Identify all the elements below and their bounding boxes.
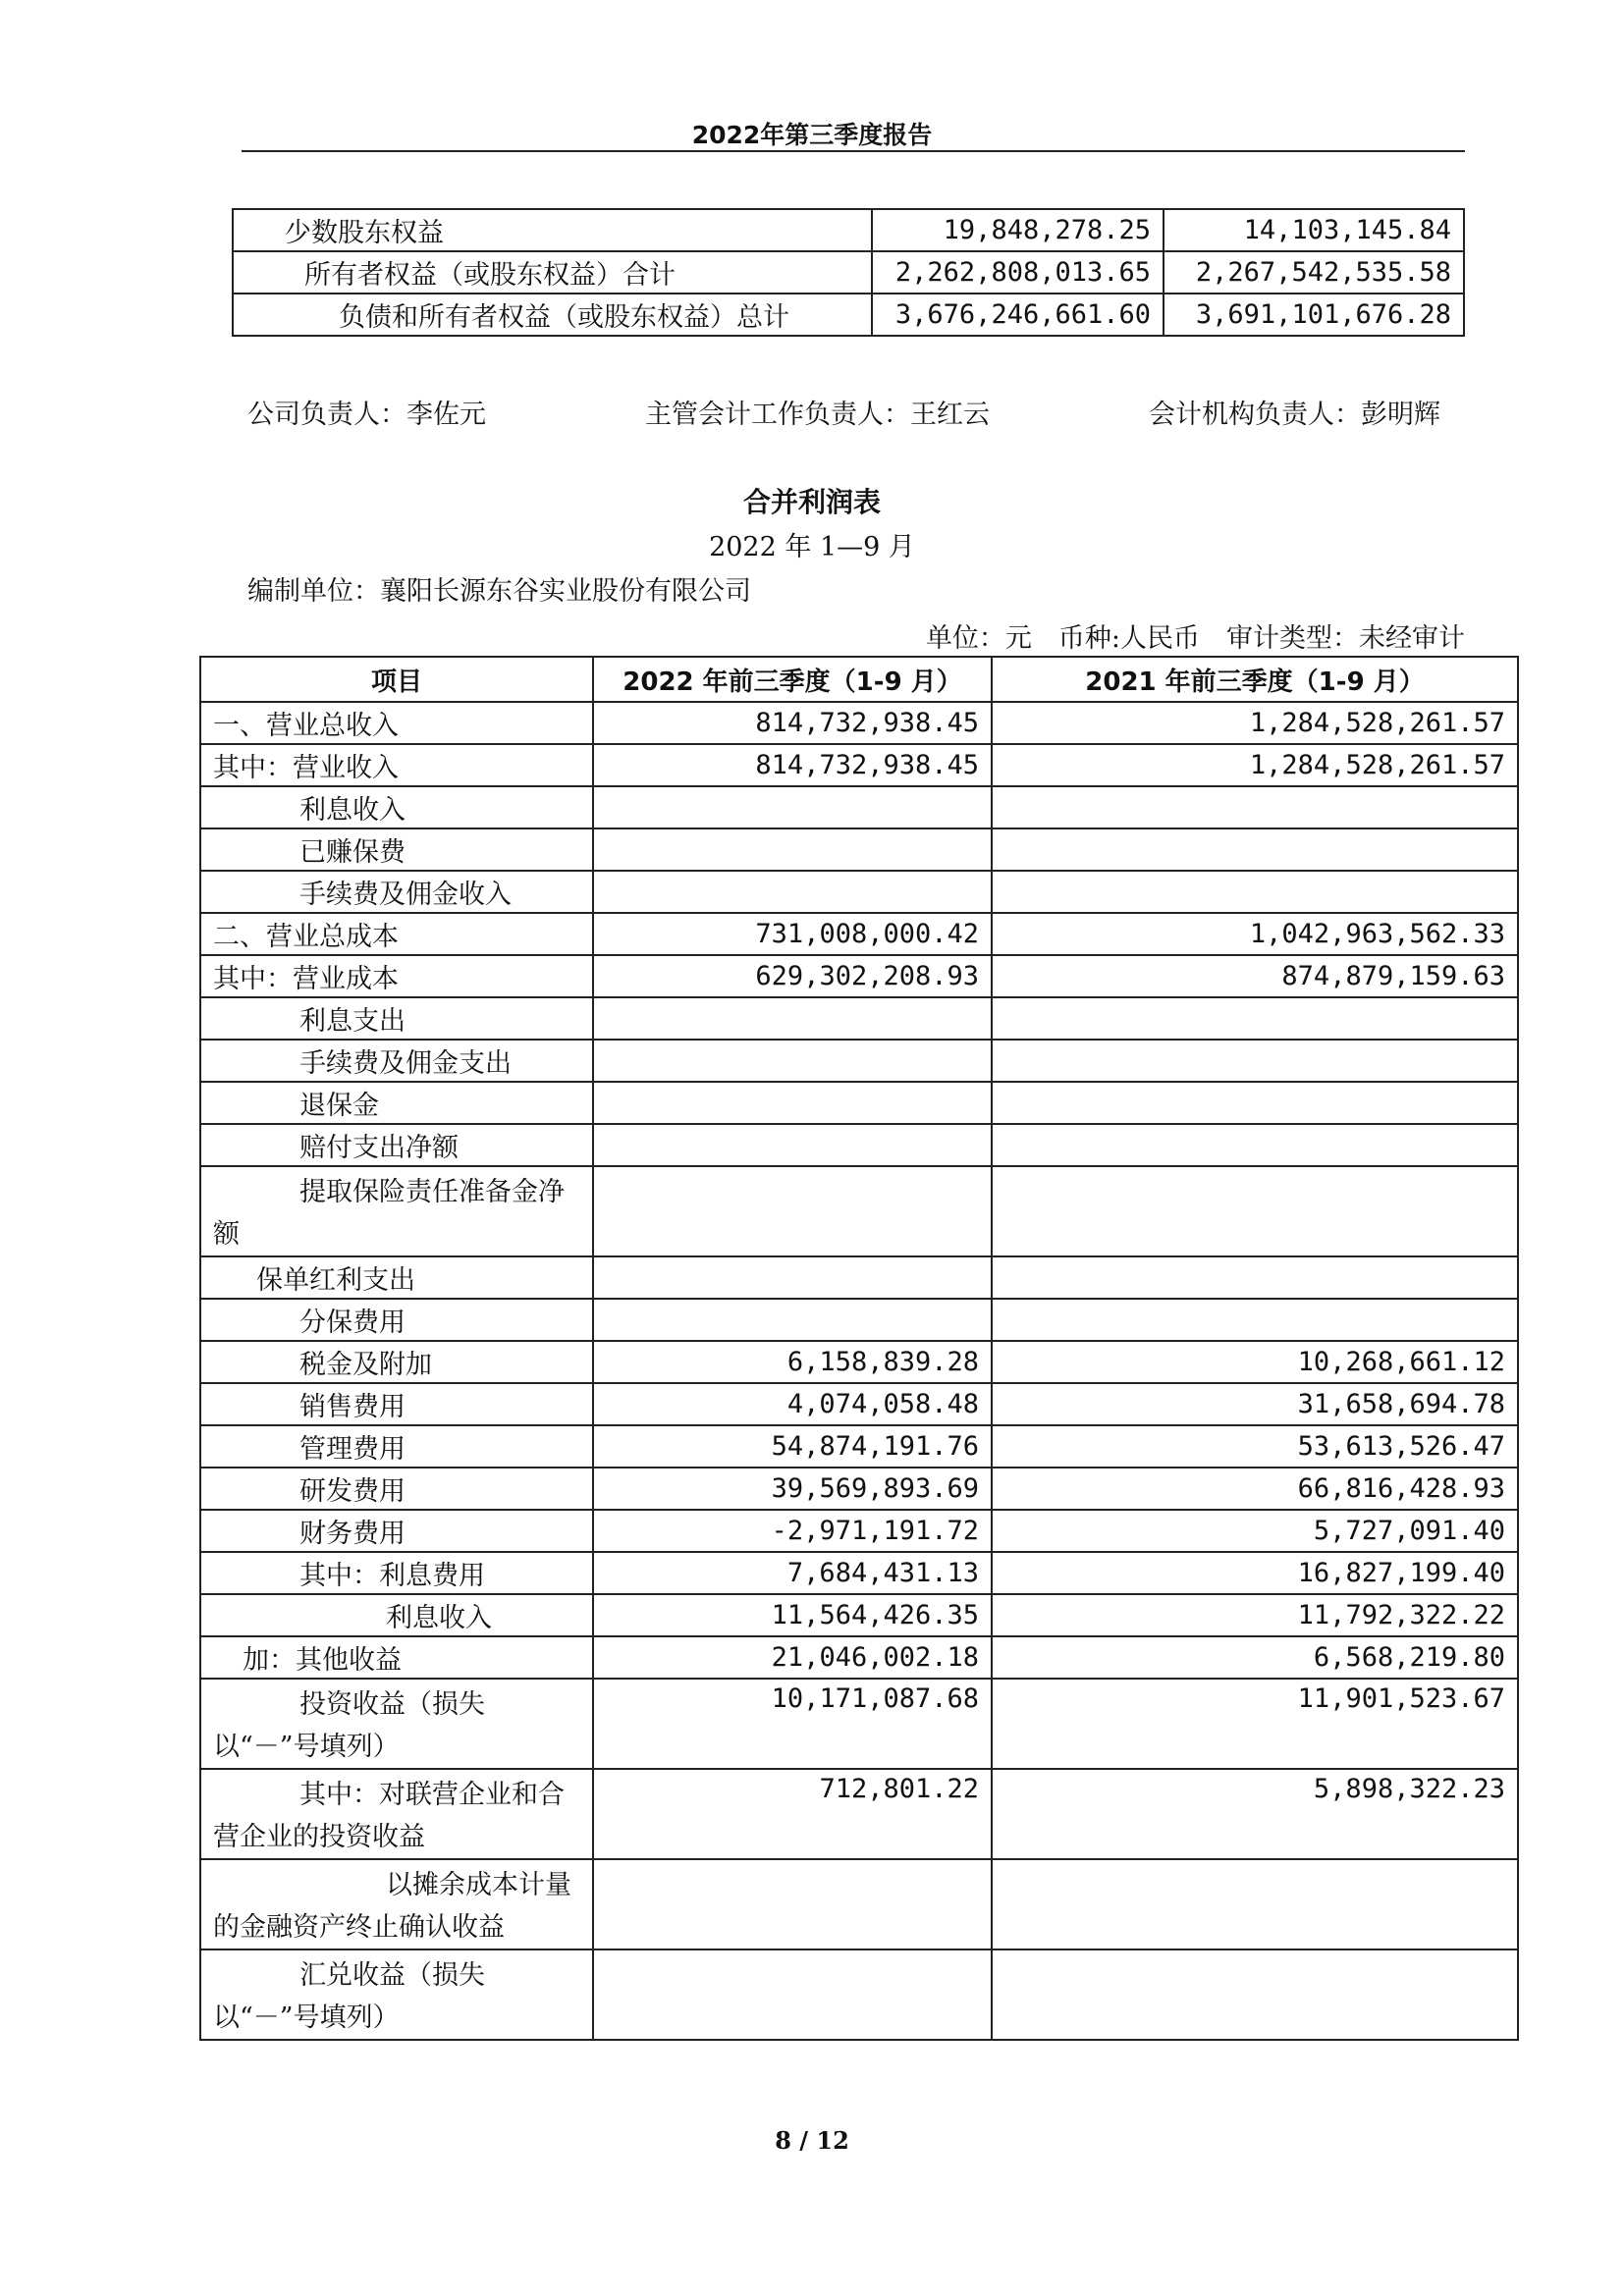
value-2022 [593, 1859, 992, 1949]
row-label: 少数股东权益 [233, 209, 872, 251]
value-2021 [992, 828, 1518, 871]
report-header-title: 2022年第三季度报告 [691, 121, 933, 149]
table-row [200, 702, 1518, 744]
table-row [200, 1679, 1518, 1769]
value-2022: 712,801.22 [593, 1769, 992, 1859]
row-label: 其中：对联营企业和合营企业的投资收益 [200, 1769, 593, 1859]
value-2021: 1,284,528,261.57 [992, 702, 1518, 744]
table-row [200, 1769, 1518, 1859]
value-2022: 814,732,938.45 [593, 744, 992, 786]
value-2021 [992, 1166, 1518, 1256]
row-label: 手续费及佣金支出 [200, 1040, 593, 1082]
value-2022: 7,684,431.13 [593, 1552, 992, 1594]
table-row [200, 1425, 1518, 1468]
row-label: 赔付支出净额 [200, 1124, 593, 1166]
table-row [233, 294, 1464, 336]
table-row [200, 786, 1518, 828]
row-label: 财务费用 [200, 1510, 593, 1552]
accounting-org-head: 会计机构负责人：彭明辉 [1149, 400, 1440, 430]
compiler-unit: 编制单位：襄阳长源东谷实业股份有限公司 [247, 576, 751, 607]
value-2022: 54,874,191.76 [593, 1425, 992, 1468]
row-label: 其中：利息费用 [200, 1552, 593, 1594]
table-row [200, 913, 1518, 955]
row-label: 利息收入 [200, 1594, 593, 1636]
value-2021: 53,613,526.47 [992, 1425, 1518, 1468]
value-2021 [992, 1949, 1518, 2040]
value-2022: 21,046,002.18 [593, 1636, 992, 1679]
value-2022 [593, 1299, 992, 1341]
row-label: 其中：营业收入 [200, 744, 593, 786]
row-label: 以摊余成本计量的金融资产终止确认收益 [200, 1859, 593, 1949]
value-2021: 31,658,694.78 [992, 1383, 1518, 1425]
value-2021 [992, 1859, 1518, 1949]
value-2021: 5,898,322.23 [992, 1769, 1518, 1859]
accounting-head: 主管会计工作负责人：王红云 [645, 400, 990, 430]
value-2022 [593, 828, 992, 871]
table-row [200, 1124, 1518, 1166]
table-row [233, 251, 1464, 294]
table-row [200, 1166, 1518, 1256]
table-row [233, 209, 1464, 251]
value-2022: 731,008,000.42 [593, 913, 992, 955]
statement-period: 2022 年 1—9 月 [709, 532, 915, 562]
value-2021 [992, 786, 1518, 828]
table-row [200, 1341, 1518, 1383]
value-2021 [992, 1256, 1518, 1299]
value-2021: 5,727,091.40 [992, 1510, 1518, 1552]
value-2021: 16,827,199.40 [992, 1552, 1518, 1594]
row-label: 分保费用 [200, 1299, 593, 1341]
signature-line [247, 393, 1440, 431]
value-2021 [992, 871, 1518, 913]
table-row [200, 997, 1518, 1040]
row-label: 负债和所有者权益（或股东权益）总计 [233, 294, 872, 336]
table-row [200, 1552, 1518, 1594]
table-row [200, 1299, 1518, 1341]
unit-currency-audit: 单位：元 币种:人民币 审计类型：未经审计 [925, 623, 1465, 654]
value-2022: 10,171,087.68 [593, 1679, 992, 1769]
table-row [200, 744, 1518, 786]
value-2022 [593, 1082, 992, 1124]
value-2022 [593, 1124, 992, 1166]
table-row [200, 1040, 1518, 1082]
table-row [200, 1594, 1518, 1636]
table-row [200, 955, 1518, 997]
row-label: 利息收入 [200, 786, 593, 828]
row-label: 管理费用 [200, 1425, 593, 1468]
company-head: 公司负责人：李佐元 [247, 400, 486, 430]
statement-title: 合并利润表 [742, 486, 881, 518]
prior-period-value: 3,691,101,676.28 [1164, 294, 1464, 336]
table-row [200, 828, 1518, 871]
row-label: 其中：营业成本 [200, 955, 593, 997]
row-label: 加：其他收益 [200, 1636, 593, 1679]
row-label: 销售费用 [200, 1383, 593, 1425]
value-2021: 66,816,428.93 [992, 1468, 1518, 1510]
value-2022: 814,732,938.45 [593, 702, 992, 744]
value-2022 [593, 1949, 992, 2040]
current-period-value: 19,848,278.25 [872, 209, 1164, 251]
table-row [200, 1468, 1518, 1510]
row-label: 所有者权益（或股东权益）合计 [233, 251, 872, 294]
table-row [200, 1510, 1518, 1552]
value-2021 [992, 1040, 1518, 1082]
value-2022 [593, 1256, 992, 1299]
row-label: 利息支出 [200, 997, 593, 1040]
table-row [200, 1383, 1518, 1425]
table-row [200, 1636, 1518, 1679]
row-label: 手续费及佣金收入 [200, 871, 593, 913]
value-2021: 11,901,523.67 [992, 1679, 1518, 1769]
value-2022 [593, 997, 992, 1040]
column-header-2021: 2021 年前三季度（1-9 月） [992, 657, 1518, 702]
header-rule [242, 150, 1465, 152]
row-label: 已赚保费 [200, 828, 593, 871]
row-label: 提取保险责任准备金净额 [200, 1166, 593, 1256]
value-2022: -2,971,191.72 [593, 1510, 992, 1552]
value-2021 [992, 1299, 1518, 1341]
value-2021 [992, 1124, 1518, 1166]
row-label: 一、营业总收入 [200, 702, 593, 744]
value-2021: 1,042,963,562.33 [992, 913, 1518, 955]
value-2021: 1,284,528,261.57 [992, 744, 1518, 786]
value-2022: 4,074,058.48 [593, 1383, 992, 1425]
value-2022: 629,302,208.93 [593, 955, 992, 997]
table-header-row [200, 657, 1518, 702]
row-label: 研发费用 [200, 1468, 593, 1510]
balance-sheet-tail-table [232, 208, 1465, 337]
row-label: 保单红利支出 [200, 1256, 593, 1299]
table-row [200, 1949, 1518, 2040]
value-2021 [992, 997, 1518, 1040]
column-header-item: 项目 [200, 657, 593, 702]
current-period-value: 2,262,808,013.65 [872, 251, 1164, 294]
row-label: 汇兑收益（损失以“－”号填列） [200, 1949, 593, 2040]
value-2021: 874,879,159.63 [992, 955, 1518, 997]
table-row [200, 1256, 1518, 1299]
prior-period-value: 14,103,145.84 [1164, 209, 1464, 251]
value-2021 [992, 1082, 1518, 1124]
table-row [200, 1859, 1518, 1949]
column-header-2022: 2022 年前三季度（1-9 月） [593, 657, 992, 702]
value-2022 [593, 786, 992, 828]
income-statement-table [199, 656, 1519, 2041]
value-2022 [593, 1166, 992, 1256]
row-label: 退保金 [200, 1082, 593, 1124]
table-row [200, 871, 1518, 913]
page-number: 8 / 12 [775, 2126, 849, 2155]
row-label: 税金及附加 [200, 1341, 593, 1383]
row-label: 二、营业总成本 [200, 913, 593, 955]
prior-period-value: 2,267,542,535.58 [1164, 251, 1464, 294]
value-2022 [593, 1040, 992, 1082]
value-2022: 11,564,426.35 [593, 1594, 992, 1636]
value-2021: 11,792,322.22 [992, 1594, 1518, 1636]
row-label: 投资收益（损失以“－”号填列） [200, 1679, 593, 1769]
value-2022: 6,158,839.28 [593, 1341, 992, 1383]
value-2022: 39,569,893.69 [593, 1468, 992, 1510]
value-2021: 6,568,219.80 [992, 1636, 1518, 1679]
current-period-value: 3,676,246,661.60 [872, 294, 1164, 336]
table-row [200, 1082, 1518, 1124]
value-2021: 10,268,661.12 [992, 1341, 1518, 1383]
value-2022 [593, 871, 992, 913]
